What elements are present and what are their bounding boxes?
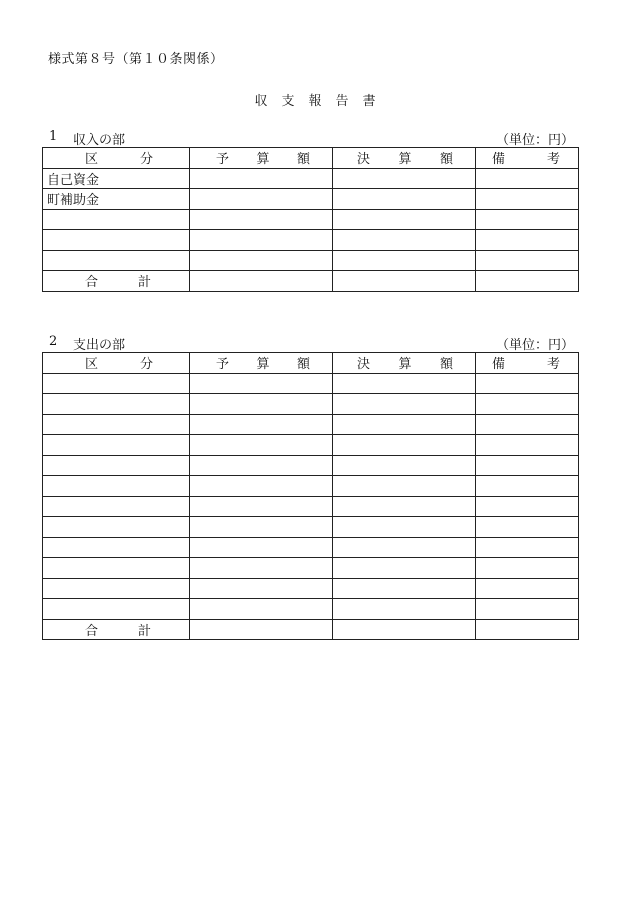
header-budget-char: 算 <box>256 357 270 373</box>
budget-cell[interactable] <box>190 230 333 251</box>
remarks-cell[interactable] <box>476 230 579 251</box>
table-row <box>43 435 579 456</box>
remarks-cell[interactable] <box>476 435 579 456</box>
budget-cell[interactable] <box>190 168 333 189</box>
table-row <box>43 394 579 415</box>
table-row <box>43 517 579 538</box>
table-row <box>43 209 579 230</box>
total-label-char: 合 <box>85 623 99 639</box>
form-number: 様式第８号（第１０条関係） <box>48 52 224 67</box>
header-budget <box>190 353 333 374</box>
remarks-cell[interactable] <box>476 476 579 497</box>
remarks-cell[interactable] <box>476 209 579 230</box>
total-remarks-cell[interactable] <box>476 271 579 292</box>
header-remarks <box>476 148 579 169</box>
header-settlement-char: 算 <box>398 357 412 373</box>
header-kubun-char: 分 <box>139 357 153 373</box>
header-kubun <box>43 353 190 374</box>
remarks-cell[interactable] <box>476 414 579 435</box>
item-cell[interactable] <box>43 599 190 620</box>
header-settlement-char: 額 <box>439 152 453 168</box>
remarks-cell[interactable] <box>476 168 579 189</box>
settlement-cell[interactable] <box>333 455 476 476</box>
budget-cell[interactable] <box>190 435 333 456</box>
settlement-cell[interactable] <box>333 189 476 210</box>
remarks-cell[interactable] <box>476 189 579 210</box>
settlement-cell[interactable] <box>333 250 476 271</box>
income-heading-row <box>42 128 578 147</box>
item-cell[interactable] <box>43 578 190 599</box>
table-row <box>43 578 579 599</box>
income-section-number: 1 <box>49 129 58 144</box>
total-settlement-cell[interactable] <box>333 271 476 292</box>
budget-cell[interactable] <box>190 209 333 230</box>
table-row <box>43 250 579 271</box>
item-cell[interactable] <box>43 414 190 435</box>
header-settlement <box>333 353 476 374</box>
total-row <box>43 619 579 640</box>
item-cell[interactable] <box>43 558 190 579</box>
item-cell[interactable]: 自己資金 <box>43 168 190 189</box>
header-kubun-char: 区 <box>85 357 99 373</box>
total-row <box>43 271 579 292</box>
income-section-title: 収入の部 <box>73 133 126 148</box>
remarks-cell[interactable] <box>476 599 579 620</box>
header-remarks-char: 備 <box>492 357 506 373</box>
budget-cell[interactable] <box>190 250 333 271</box>
income-section <box>42 128 578 292</box>
settlement-cell[interactable] <box>333 578 476 599</box>
budget-cell[interactable] <box>190 414 333 435</box>
header-remarks-char: 考 <box>546 357 560 373</box>
settlement-cell[interactable] <box>333 394 476 415</box>
budget-cell[interactable] <box>190 476 333 497</box>
settlement-cell[interactable] <box>333 599 476 620</box>
item-cell[interactable] <box>43 496 190 517</box>
budget-cell[interactable] <box>190 394 333 415</box>
remarks-cell[interactable] <box>476 373 579 394</box>
settlement-cell[interactable] <box>333 209 476 230</box>
item-cell[interactable] <box>43 250 190 271</box>
total-label-char: 計 <box>137 623 151 639</box>
header-remarks-char: 備 <box>492 152 506 168</box>
header-budget <box>190 148 333 169</box>
settlement-cell[interactable] <box>333 373 476 394</box>
expense-section <box>42 333 578 640</box>
settlement-cell[interactable] <box>333 414 476 435</box>
income-table <box>42 147 579 292</box>
remarks-cell[interactable] <box>476 558 579 579</box>
header-budget-char: 額 <box>296 152 310 168</box>
total-label-cell <box>43 271 190 292</box>
expense-table <box>42 352 579 640</box>
item-cell[interactable] <box>43 476 190 497</box>
item-cell[interactable] <box>43 394 190 415</box>
remarks-cell[interactable] <box>476 537 579 558</box>
header-kubun-char: 区 <box>85 152 99 168</box>
budget-cell[interactable] <box>190 496 333 517</box>
remarks-cell[interactable] <box>476 455 579 476</box>
table-row <box>43 558 579 579</box>
header-budget-char: 予 <box>216 152 230 168</box>
remarks-cell[interactable] <box>476 394 579 415</box>
item-cell[interactable] <box>43 435 190 456</box>
table-row <box>43 599 579 620</box>
settlement-cell[interactable] <box>333 496 476 517</box>
budget-cell[interactable] <box>190 599 333 620</box>
budget-cell[interactable] <box>190 578 333 599</box>
budget-cell[interactable] <box>190 189 333 210</box>
total-budget-cell[interactable] <box>190 271 333 292</box>
table-row <box>43 373 579 394</box>
header-remarks-char: 考 <box>546 152 560 168</box>
item-cell[interactable]: 町補助金 <box>43 189 190 210</box>
header-remarks <box>476 353 579 374</box>
item-cell[interactable] <box>43 517 190 538</box>
header-budget-char: 額 <box>296 357 310 373</box>
header-settlement-char: 決 <box>357 152 371 168</box>
budget-cell[interactable] <box>190 537 333 558</box>
header-settlement <box>333 148 476 169</box>
expense-section-title: 支出の部 <box>73 338 126 353</box>
settlement-cell[interactable] <box>333 230 476 251</box>
table-row <box>43 455 579 476</box>
budget-cell[interactable] <box>190 558 333 579</box>
header-kubun <box>43 148 190 169</box>
income-table-header <box>43 148 579 169</box>
settlement-cell[interactable] <box>333 558 476 579</box>
table-row <box>43 537 579 558</box>
budget-cell[interactable] <box>190 517 333 538</box>
total-label-char: 合 <box>85 275 99 291</box>
expense-unit-label: （単位：円） <box>495 338 574 353</box>
budget-cell[interactable] <box>190 455 333 476</box>
item-cell[interactable] <box>43 537 190 558</box>
header-settlement-char: 算 <box>398 152 412 168</box>
total-settlement-cell[interactable] <box>333 619 476 640</box>
total-remarks-cell[interactable] <box>476 619 579 640</box>
expense-table-header <box>43 353 579 374</box>
income-unit-label: （単位：円） <box>495 133 574 148</box>
document-title: 収支報告書 <box>254 94 390 109</box>
remarks-cell[interactable] <box>476 578 579 599</box>
table-row <box>43 189 579 210</box>
item-cell[interactable] <box>43 209 190 230</box>
remarks-cell[interactable] <box>476 250 579 271</box>
settlement-cell[interactable] <box>333 168 476 189</box>
item-cell[interactable] <box>43 230 190 251</box>
header-settlement-char: 額 <box>439 357 453 373</box>
item-cell[interactable] <box>43 373 190 394</box>
remarks-cell[interactable] <box>476 517 579 538</box>
total-label-char: 計 <box>137 275 151 291</box>
header-kubun-char: 分 <box>139 152 153 168</box>
header-budget-char: 算 <box>256 152 270 168</box>
settlement-cell[interactable] <box>333 537 476 558</box>
budget-cell[interactable] <box>190 373 333 394</box>
table-row <box>43 414 579 435</box>
expense-section-number: 2 <box>49 334 58 349</box>
header-row <box>43 353 579 374</box>
header-settlement-char: 決 <box>357 357 371 373</box>
header-budget-char: 予 <box>216 357 230 373</box>
item-cell[interactable] <box>43 455 190 476</box>
settlement-cell[interactable] <box>333 517 476 538</box>
total-budget-cell[interactable] <box>190 619 333 640</box>
header-row <box>43 148 579 169</box>
table-row <box>43 476 579 497</box>
settlement-cell[interactable] <box>333 435 476 456</box>
table-row <box>43 230 579 251</box>
remarks-cell[interactable] <box>476 496 579 517</box>
settlement-cell[interactable] <box>333 476 476 497</box>
table-row <box>43 496 579 517</box>
total-label-cell <box>43 619 190 640</box>
expense-heading-row <box>42 333 578 352</box>
table-row <box>43 168 579 189</box>
